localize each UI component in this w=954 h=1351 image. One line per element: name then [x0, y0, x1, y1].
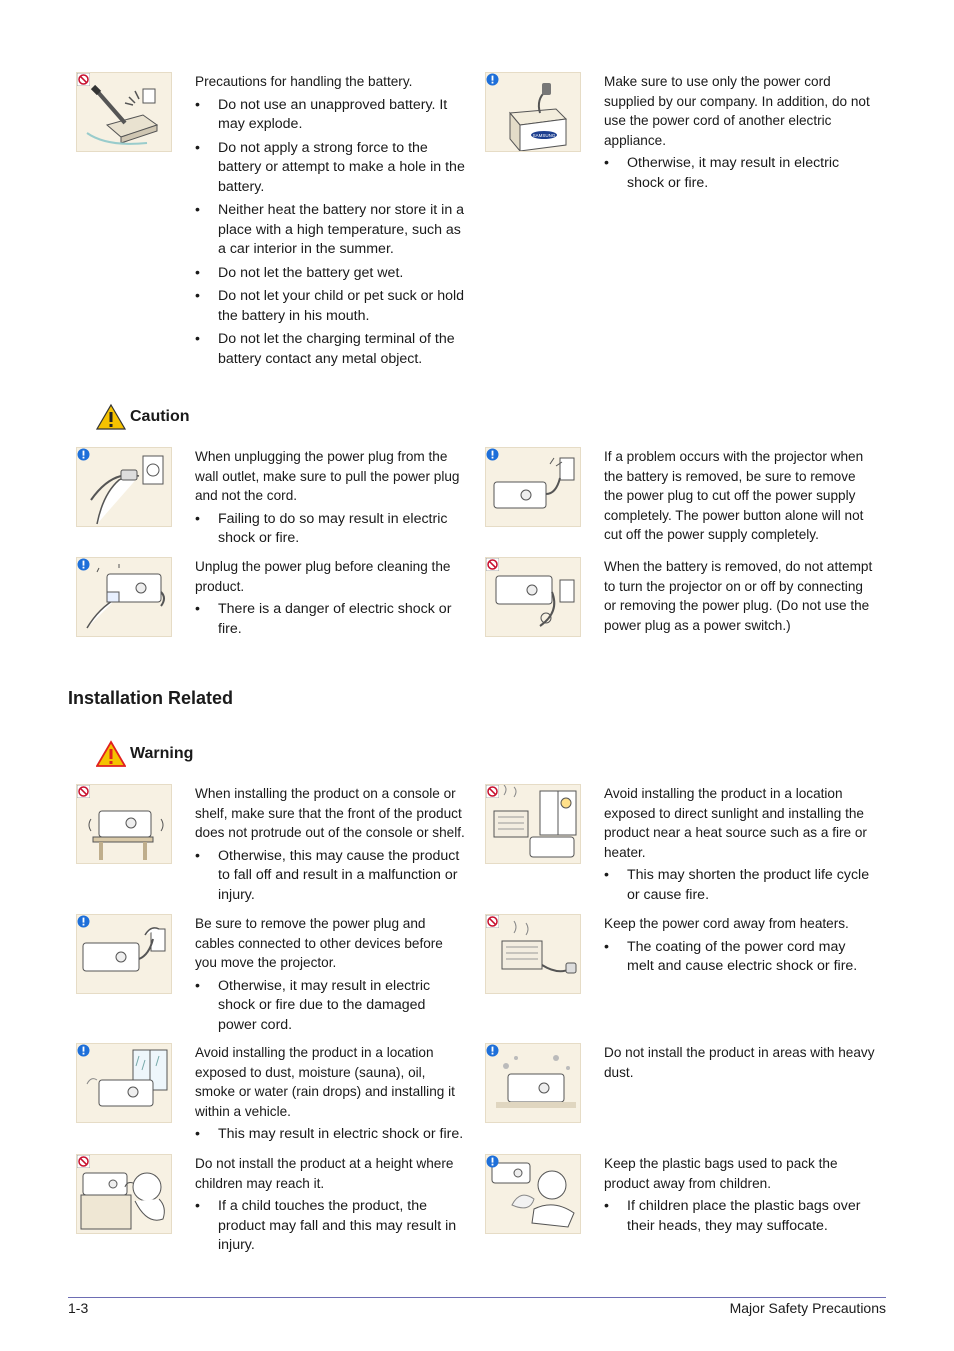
- battery-illustration: [76, 72, 172, 152]
- plastic-bags-bullet: • If children place the plastic bags over their heads, they may suffocate.: [604, 1197, 876, 1236]
- caution-label: Caution: [130, 408, 190, 425]
- chapter-title: Major Safety Precautions: [729, 1300, 886, 1316]
- cord-heaters-text: Keep the power cord away from heaters.: [604, 916, 849, 931]
- moisture-illustration: [76, 1043, 172, 1123]
- sunlight-heat-text: Avoid installing the product in a location exposed to direct sunlight and installing the product near a heat source such as a fire or heater.: [604, 786, 867, 860]
- warning-heading: [96, 739, 193, 769]
- battery-bullet: • Do not apply a strong force to the battery or attempt to make a hole in the battery.: [195, 139, 467, 198]
- heavy-dust-text: Do not install the product in areas with heavy dust.: [604, 1045, 875, 1080]
- battery-bullet: • Do not let the battery get wet.: [195, 264, 467, 284]
- battery-bullet: • Neither heat the battery nor store it in a place with a high temperature, such as a car interior in the summer.: [195, 201, 467, 260]
- caution-heading: [96, 402, 190, 432]
- caution-icon: [96, 403, 126, 431]
- projector-plug-illustration: [485, 447, 581, 527]
- battery-removed-switch-text: When the battery is removed, do not attempt to turn the projector on or off by connecting or removing the power plug. (Do not use the power plug as a power switch.): [604, 559, 873, 633]
- dust-illustration: [485, 1043, 581, 1123]
- console-shelf-illustration: [76, 784, 172, 864]
- prohibit-icon: [486, 558, 499, 571]
- prohibit-icon: [486, 785, 499, 798]
- section-title: Installation Related: [68, 688, 234, 708]
- prohibit-icon: [77, 1155, 90, 1168]
- mandatory-icon: [77, 1044, 90, 1057]
- mandatory-icon: [486, 1044, 499, 1057]
- mandatory-icon: [77, 915, 90, 928]
- sunlight-heater-illustration: [485, 784, 581, 864]
- remove-before-move-text: Be sure to remove the power plug and cables connected to other devices before you move the projector.: [195, 916, 443, 970]
- remove-before-move-bullet: • Otherwise, it may result in electric shock or fire due to the damaged power cord.: [195, 977, 467, 1036]
- battery-bullet: • Do not use an unapproved battery. It may explode.: [195, 96, 467, 135]
- box-logo-text: SAMSUNG: [532, 133, 556, 138]
- cord-heater-illustration: [485, 914, 581, 994]
- power-cord-text: Make sure to use only the power cord supplied by our company. In addition, do not use the power cord of another electric appliance.: [604, 74, 870, 148]
- mandatory-icon: [77, 558, 90, 571]
- footer-divider: [68, 1297, 886, 1298]
- console-shelf-bullet: • Otherwise, this may cause the product to fall off and result in a malfunction or injury.: [195, 847, 467, 906]
- power-cord-box-illustration: [485, 72, 581, 152]
- unplug-cleaning-bullet: • There is a danger of electric shock or fire.: [195, 600, 467, 639]
- mandatory-icon: [77, 448, 90, 461]
- warning-label: Warning: [130, 745, 194, 762]
- warning-icon: [96, 740, 126, 768]
- child-reach-illustration: [76, 1154, 172, 1234]
- prohibit-icon: [77, 785, 90, 798]
- children-height-text: Do not install the product at a height where children may reach it.: [195, 1156, 454, 1191]
- unplug-cleaning-text: Unplug the power plug before cleaning the product.: [195, 559, 451, 594]
- plastic-bags-text: Keep the plastic bags used to pack the product away from children.: [604, 1156, 838, 1191]
- battery-removed-problem-text: If a problem occurs with the projector when the battery is removed, be sure to remove the power plug to cut off the power supply completely. The power button alone will not cut off the power supply completely.: [604, 449, 864, 542]
- mandatory-icon: [486, 1155, 499, 1168]
- cleaning-illustration: [76, 557, 172, 637]
- unplug-pull-bullet: • Failing to do so may result in electric shock or fire.: [195, 510, 467, 549]
- prohibit-icon: [486, 915, 499, 928]
- dust-moisture-bullet: • This may result in electric shock or fire.: [195, 1125, 467, 1145]
- battery-intro: Precautions for handling the battery.: [195, 74, 413, 89]
- battery-bullet: • Do not let your child or pet suck or hold the battery in his mouth.: [195, 287, 467, 326]
- unplug-pull-text: When unplugging the power plug from the wall outlet, make sure to pull the power plug and not the cord.: [195, 449, 460, 503]
- battery-bullet: • Do not let the charging terminal of the battery contact any metal object.: [195, 330, 467, 369]
- remove-cables-illustration: [76, 914, 172, 994]
- sunlight-heat-bullet: • This may shorten the product life cycle or cause fire.: [604, 866, 876, 905]
- dust-moisture-text: Avoid installing the product in a location exposed to dust, moisture (sauna), oil, smoke or water (rain drops) and installing it within a vehicle.: [195, 1045, 455, 1119]
- console-shelf-text: When installing the product on a console or shelf, make sure that the front of the product does not protrude out of the console or shelf.: [195, 786, 465, 840]
- mandatory-icon: [486, 448, 499, 461]
- prohibit-icon: [77, 73, 90, 86]
- plastic-bag-child-illustration: [485, 1154, 581, 1234]
- cord-heaters-bullet: • The coating of the power cord may melt and cause electric shock or fire.: [604, 938, 876, 977]
- page-number: 1-3: [68, 1300, 89, 1316]
- power-cord-bullet: • Otherwise, it may result in electric shock or fire.: [604, 154, 876, 193]
- mandatory-icon: [486, 73, 499, 86]
- children-height-bullet: • If a child touches the product, the product may fall and this may result in injury.: [195, 1197, 467, 1256]
- plug-switch-illustration: [485, 557, 581, 637]
- unplug-hand-illustration: [76, 447, 172, 527]
